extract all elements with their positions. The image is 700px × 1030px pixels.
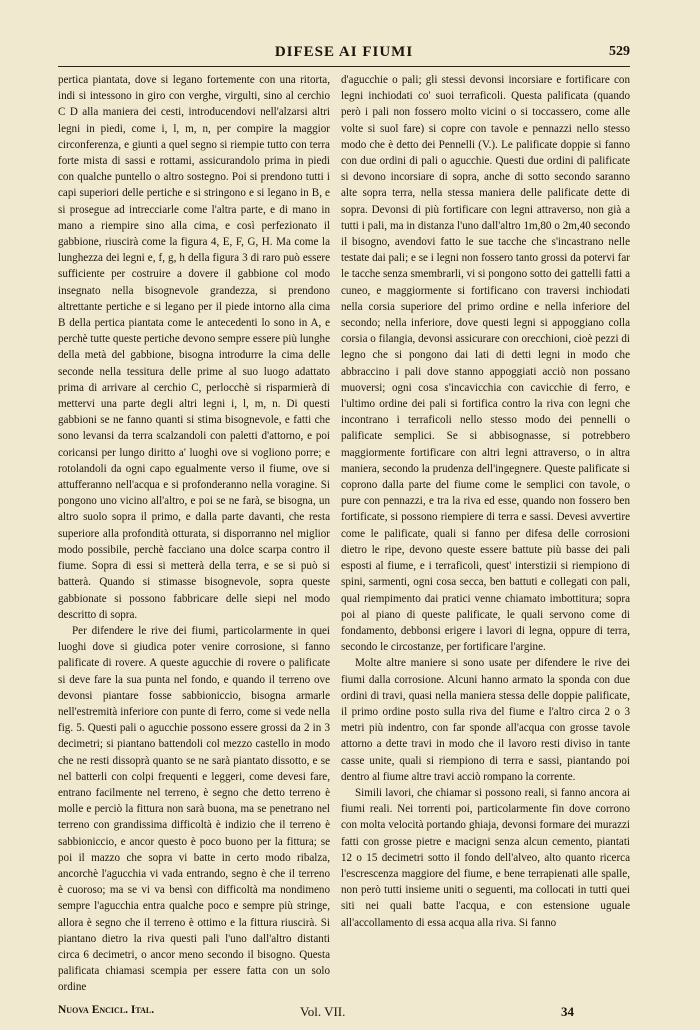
paragraph: Per difendere le rive dei fiumi, particolarmente in quei luoghi dove si giudica poter venire corrosione, si fanno palificate di rovere. A queste agucchie di rovere o palificate si deve fare la sua punta nel fondo, e quando il terreno ove devonsi piantare fosse sabbioniccio, bisogna armarle nell'estremità inferiore con punte di ferro, come si vede nella fig. 5. Questi pali o agucchie possono essere grossi da 2 in 3 decimetri; si piantano battendoli col mezzo castello in modo che ne resti dissoprà quanto se ne sarà piantato dissotto, e se nel batterli con colpi frequenti e leggeri, come devesi fare, entrano facilmente nel terreno, è segno che detto terreno è molle e perciò la fittura non sarà buona, ma se penetrano nel terreno con grandissima difficoltà è indizio che il terreno è sabbioniccio, e ancor questo è poco buono per la fittura; se poi il mazzo che sopra vi batte in certo modo ribalza, ancorchè l'agucchia vi vada entrando, segno è che il terreno è cuoroso; ma se vi va bensì con difficoltà ma nondimeno sempre l'agucchia entra qualche poco e sempre più stringe, allora è segno che il terreno è ottimo e la fittura riuscirà. Si piantano dietro la riva questi pali l'uno dall'altro distanti circa 6 decimetri, o ancor meno secondo il bisogno. Questa palificata chiamasi scempia per essere fatta con un solo ordine xyxy=(58,624,330,994)
paragraph: pertica piantata, dove si legano fortemente con una ritorta, indi si intessono in giro con verghe, virgulti, sino al cerchio C D alla maniera dei cesti, introducendovi nell'alzarsi altri legni in piedi, come i, l, m, n, per compire la maggior circonferenza, e giunti a quel segno si riempie tutto con terra forte mista di sassi e rottami, assicurandolo prima in piedi con qualche puntello o altro sostegno. Poi si prendono tutti i capi superiori delle pertiche e si stringono e si legano in B, e si prosegue ad intrecciarle come l'altra parte, e di mano in mano a riempire sino alla cima, e così perfezionato il gabbione, riuscirà come la figura 4, E, F, G, H. Ma come la lunghezza dei legni e, f, g, h della figura 3 di raro può essere sufficiente per costruire a dovere il gabbione col modo insegnato nella bisognevole grandezza, si prendono altrettante pertiche e si legano per il piede intorno alla cima B della pertica piantata come le antecedenti lo sono in A, e perchè tutte queste pertiche devono sempre essere più lunghe della metà del gabbione, bisogna introdurre la cima delle seconde nella tessitura delle prime al suo luogo adattato prima di arrivare al cerchio C, perlocchè si risparmierà di mettervi una parte degli altri legni i, l, m, n. Di questi gabbioni se ne fanno quanti si stima bisognevole, e fatti che sono levansi da terra scalzandoli con paletti d'attorno, e poi coricansi per lungo diritto a' luoghi ove si vogliono porre; e rotolandoli da ogni capo egualmente verso il fiume, ove si attufferanno nell'acqua e si profonderanno nella voragine. Si pongono uno vicino all'altro, e poi se ne farà, se bisogna, un altro suolo sopra il primo, e dalla parte davanti, che resta superiore alla profondità otturata, si disporranno nel miglior modo possibile, perchè facciano una dolce scarpa contro il fiume. Sopra di essi si metterà della terra, e se si può si batterà. Quando si stimasse bisognevole, sopra queste gabbionate si possono fabbricare delle siepi nel modo descritto di sopra. xyxy=(58,74,330,621)
page-footer xyxy=(58,1004,630,1020)
paragraph: Simili lavori, che chiamar si possono reali, si fanno ancora ai fiumi reali. Nei torrenti poi, particolarmente fin dove corrono con molta velocità portando ghiaja, devonsi formare dei murazzi fatti con grosse pietre e macigni senza alcun cemento, piantati 12 o 15 decimetri sotto il fondo dell'alveo, alto quanto ricerca l'escrescenza maggiore del fiume, e bene terrapienati alle spalle, non però tutti insieme uniti o seguenti, ma collocati in tutti quei siti nei quali batte l'acqua, e con estensione uguale all'accollamento di essa acqua alla riva. Si fanno xyxy=(341,786,630,929)
right-column xyxy=(341,72,630,997)
paragraph: d'agucchie o pali; gli stessi devonsi incorsiare e fortificare con legni inchiodati co' suoi terraficoli. Questa palificata (quando però i pali non fossero molto vicini o si toccassero, come alle volte si suol fare) si copre con tavole e pennazzi nello stesso modo che è detto dei Pennelli (V.). Le palificate doppie si fanno con due ordini di pali o agucchie. Questi due ordini di palificate si devono incorsiare di sopra, anche di sotto secondo saranno alte sopra terra, nella stessa maniera delle palificate dette di sopra. Devonsi di più fortificare con legni attraverso, non già a tutti i pali, ma in distanza l'uno dall'altro 1m,80 o 2m,40 secondo il bisogno, avendovi fatto le sue tacche che s'incastrano nelle testate dai pali; e se i legni non fossero tanto grossi da potervi far le tacche senza smembrarli, vi si pongono sotto dei gattelli fatti a cuneo, e maggiormente si fortificano con traversi inchiodati nella corsia superiore del primo ordine e nella inferiore del secondo; nella inferiore, dove questi legni si appoggiano colla corsia o filangia, devonsi assicurare con orecchioni, cioè pezzi di legno che si pongono dai lati di detti legni in modo che abbraccino i pali dove stanno appoggiati acciò non possano muoversi; ogni cosa s'incavicchia con cavicchie di ferro, e l'ultimo ordine dei pali si fortifica contro la riva con legni che incontrano i terraficoli nello stesso modo dei pennelli o palificate semplici. Se si abbisognasse, si potrebbero maggiormente fortificare con altri legni attraverso, o in altra maniera, secondo la prudenza dell'ingegnere. Queste palificate si coprono dalla parte del fiume come le semplici con tavole, o pure con pennazzi, e tra la riva ed esse, quando non fossero ben fortificate, si possono riempiere di terra e sassi. Devesi avvertire come le palificate, quali si fanno per difesa delle corrosioni dietro le ripe, devono queste essere battute più basse dei pali esposti al fiume, e i terraficoli, quest' interstizii si riempiono di spini, sarmenti, ogni cosa secca, ben battuti e collegati con pali, qual riempimento dai pratici venne chiamato imbottitura; sopra poi al piano di queste palificate, le quali servono come di fondamento, debbonsi erigere i lavori di legna, oppure di terra, secondo le circostanze, per fortificare l'argine. xyxy=(341,74,630,654)
paragraph: Molte altre maniere si sono usate per difendere le rive dei fiumi dalla corrosione. Alcuni hanno armato la sponda con due ordini di travi, quasi nella maniera stessa delle doppie palificate, il primo ordine posto sulla riva del fiume e l'altro circa 2 o 3 metri più indentro, con far sponde all'acqua con grosse tavole attorno a dette travi in modo che il lavoro resti diviso in tante casse unite, quali si riempiono di terra e sassi, piantando poi dentro al fiume altre travi acciò rompano la corrente. xyxy=(341,657,630,783)
running-header xyxy=(58,44,630,64)
page-number: 529 xyxy=(609,44,630,59)
footer-volume: Vol. VII. xyxy=(300,1004,346,1019)
header-rule xyxy=(58,66,630,67)
footer-publication: Nuova Encicl. Ital. xyxy=(58,1004,155,1016)
left-column xyxy=(58,72,330,997)
footer-signature: 34 xyxy=(561,1004,574,1019)
page-title: DIFESE AI FIUMI xyxy=(274,44,414,60)
